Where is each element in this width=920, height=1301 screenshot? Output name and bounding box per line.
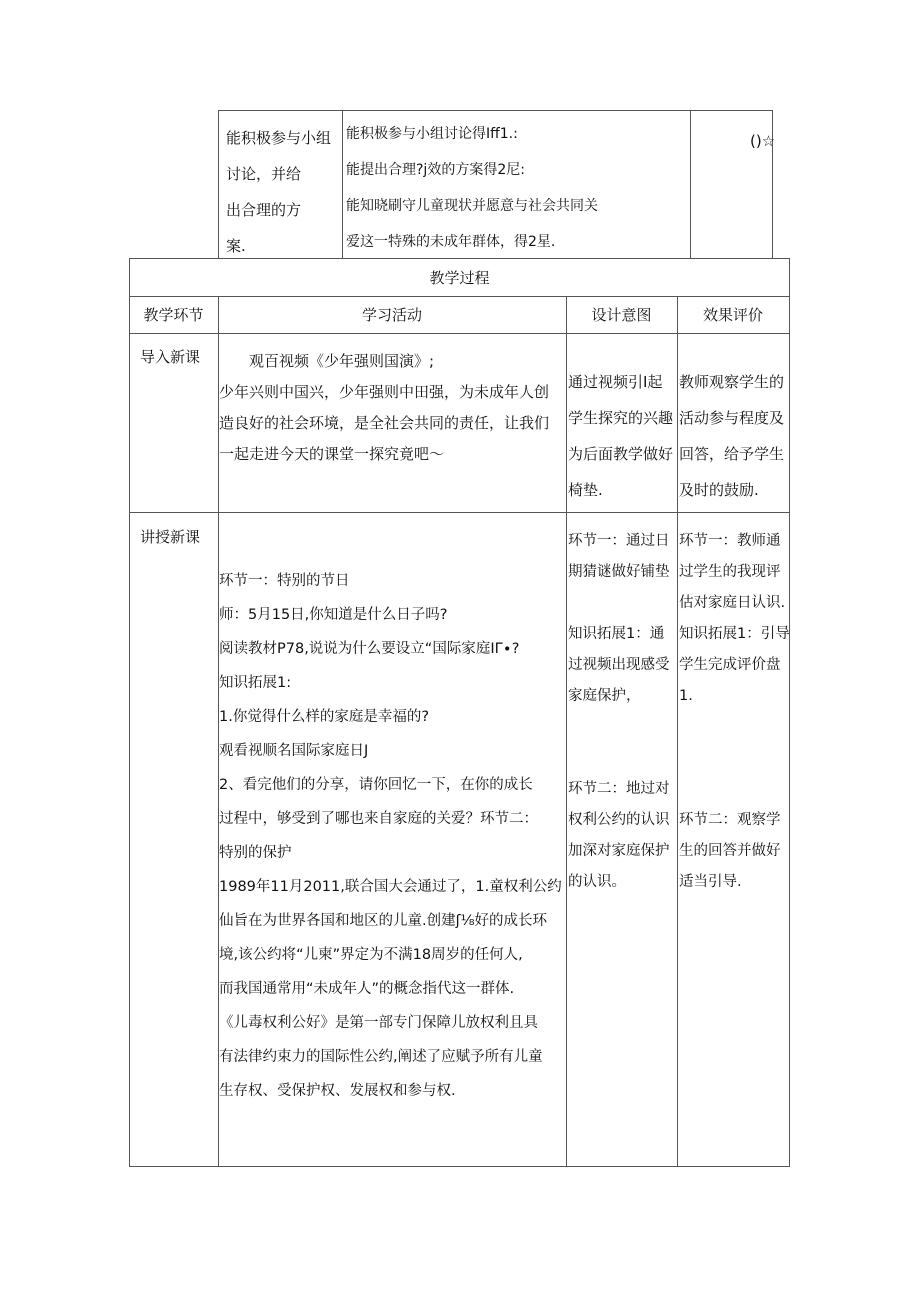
eval-line: 估对家庭日认识.	[679, 595, 786, 611]
activity-line: 造良好的社会环境，是全社会共同的责任，让我们	[219, 414, 550, 432]
rubric-criterion-line: 出合理的方	[226, 201, 302, 219]
eval-line: 活动参与程度及	[679, 409, 785, 427]
design-line: 环节二：地过对	[568, 781, 670, 797]
eval-line: 环节二：观察学	[679, 812, 781, 828]
header-stage: 教学环节	[143, 306, 204, 324]
design-lecture	[568, 526, 670, 898]
rubric-criterion-line: 能积极参与小组	[226, 129, 332, 147]
activity-line: 过程中，够受到了哪也来自家庭的关爱？环节二：	[219, 811, 538, 827]
design-line: 为后面教学做好	[568, 445, 674, 463]
design-line	[568, 743, 670, 774]
rule	[690, 110, 691, 258]
eval-line: 环节一：教师通	[679, 533, 781, 549]
activity-line: 阅读教材P78,说说为什么要设立“国际家庭IΓ∙?	[219, 641, 520, 657]
eval-line: 学生完成评价盘	[679, 657, 781, 673]
design-line	[568, 712, 670, 743]
rubric-rating: ()☆	[750, 132, 776, 150]
activity-line: 观百视频《少年强则国演》;	[249, 352, 435, 370]
design-line: 加深对家庭保护	[568, 843, 670, 859]
eval-line: 及时的鼓励.	[679, 481, 759, 499]
activity-intro	[219, 346, 549, 470]
stage-lecture: 讲授新课	[140, 528, 201, 546]
section-title: 教学过程	[429, 269, 490, 287]
rubric-scoring	[346, 116, 598, 256]
eval-line: 教师观察学生的	[679, 373, 785, 391]
activity-line: 知识拓展1:	[219, 675, 292, 691]
header-activity: 学习活动	[361, 306, 422, 324]
activity-line: 《儿毒权利公好》是第一部专门保障儿放权利且具	[219, 1015, 538, 1031]
rule	[218, 110, 219, 258]
activity-line: 有法律约束力的国际性公约,阐述了应赋予所有儿童	[219, 1049, 543, 1065]
rubric-scoring-line: 能知晓刷守儿童现状并愿意与社会共同关	[346, 198, 598, 214]
header-evaluation: 效果评价	[702, 306, 763, 324]
rule	[342, 110, 343, 258]
eval-line: 1.	[679, 688, 693, 704]
design-intro	[568, 364, 673, 508]
design-line: 过视频出现感受	[568, 657, 670, 673]
activity-line: 一起走进今天的课堂一探究竟吧〜	[219, 445, 445, 463]
activity-line: 环节一：特别的节日	[219, 573, 350, 589]
rubric-scoring-line: 能积极参与小组讨论得Iff1.:	[346, 126, 518, 142]
design-line: 环节一：通过日	[568, 533, 670, 549]
design-line: 通过视频引I起	[568, 373, 663, 391]
eval-line	[679, 712, 790, 743]
rule	[129, 296, 790, 297]
rule	[129, 258, 130, 1166]
eval-line: 过学生的我现评	[679, 564, 781, 580]
rubric-scoring-line: 爱这一特殊的未成年群体，得2星.	[346, 234, 556, 250]
design-line: 权利公约的认识	[568, 812, 670, 828]
activity-line: 少年兴则中国兴，少年强则中田强，为未成年人创	[219, 383, 550, 401]
rubric-criterion-line: 案.	[226, 237, 246, 255]
eval-line: 知识拓展1：引导	[679, 626, 790, 642]
rule	[677, 296, 678, 1166]
header-design: 设计意图	[591, 306, 652, 324]
eval-intro	[679, 364, 784, 508]
rubric-scoring-line: 能提出合理?j效的方案得2尼:	[346, 162, 525, 178]
activity-line: 生存权、受保护权、发展权和参与权.	[219, 1083, 456, 1099]
activity-lecture	[219, 564, 562, 1108]
activity-line: 观看视顺名国际家庭日J	[219, 743, 369, 759]
rule	[218, 110, 772, 111]
activity-line: 师：5月15日,你知道是什么日子吗?	[219, 607, 448, 623]
rubric-criterion	[226, 120, 331, 264]
eval-line: 生的回答并做好	[679, 843, 781, 859]
activity-line: 特别的保护	[219, 845, 292, 861]
eval-line	[679, 774, 790, 805]
activity-line: 而我国通常用“未成年人”的概念指代这一群体.	[219, 981, 515, 997]
rubric-criterion-line: 讨论，并给	[226, 165, 302, 183]
activity-line: 2、看完他们的分享，请你回忆一下，在你的成长	[219, 777, 533, 793]
activity-line: 仙旨在为世界各国和地区的儿童.创建ʃ⅛好的成长环	[219, 913, 548, 929]
design-line: 家庭保护，	[568, 688, 641, 704]
activity-line: 1989年11月2011,联合国大会通过了，1.童权利公约	[219, 879, 562, 895]
eval-line: 适当引导.	[679, 874, 742, 890]
activity-line: 境,该公约将“儿柬”界定为不满18周岁的任何人,	[219, 947, 523, 963]
design-line: 椅垫.	[568, 481, 603, 499]
stage-intro: 导入新课	[140, 348, 201, 366]
design-line: 的认识。	[568, 874, 626, 890]
rule	[129, 333, 790, 334]
design-line: 期猜谜做好铺垫	[568, 564, 670, 580]
activity-line: 1.你觉得什么样的家庭是幸福的?	[219, 709, 430, 725]
eval-line	[679, 743, 790, 774]
design-line	[568, 588, 670, 619]
design-line: 知识拓展1：通	[568, 626, 665, 642]
rule	[566, 296, 567, 1166]
rule	[129, 512, 790, 513]
eval-line: 回答，给予学生	[679, 445, 785, 463]
design-line: 学生探究的兴趣	[568, 409, 674, 427]
rule	[129, 1166, 790, 1167]
eval-lecture	[679, 526, 790, 898]
